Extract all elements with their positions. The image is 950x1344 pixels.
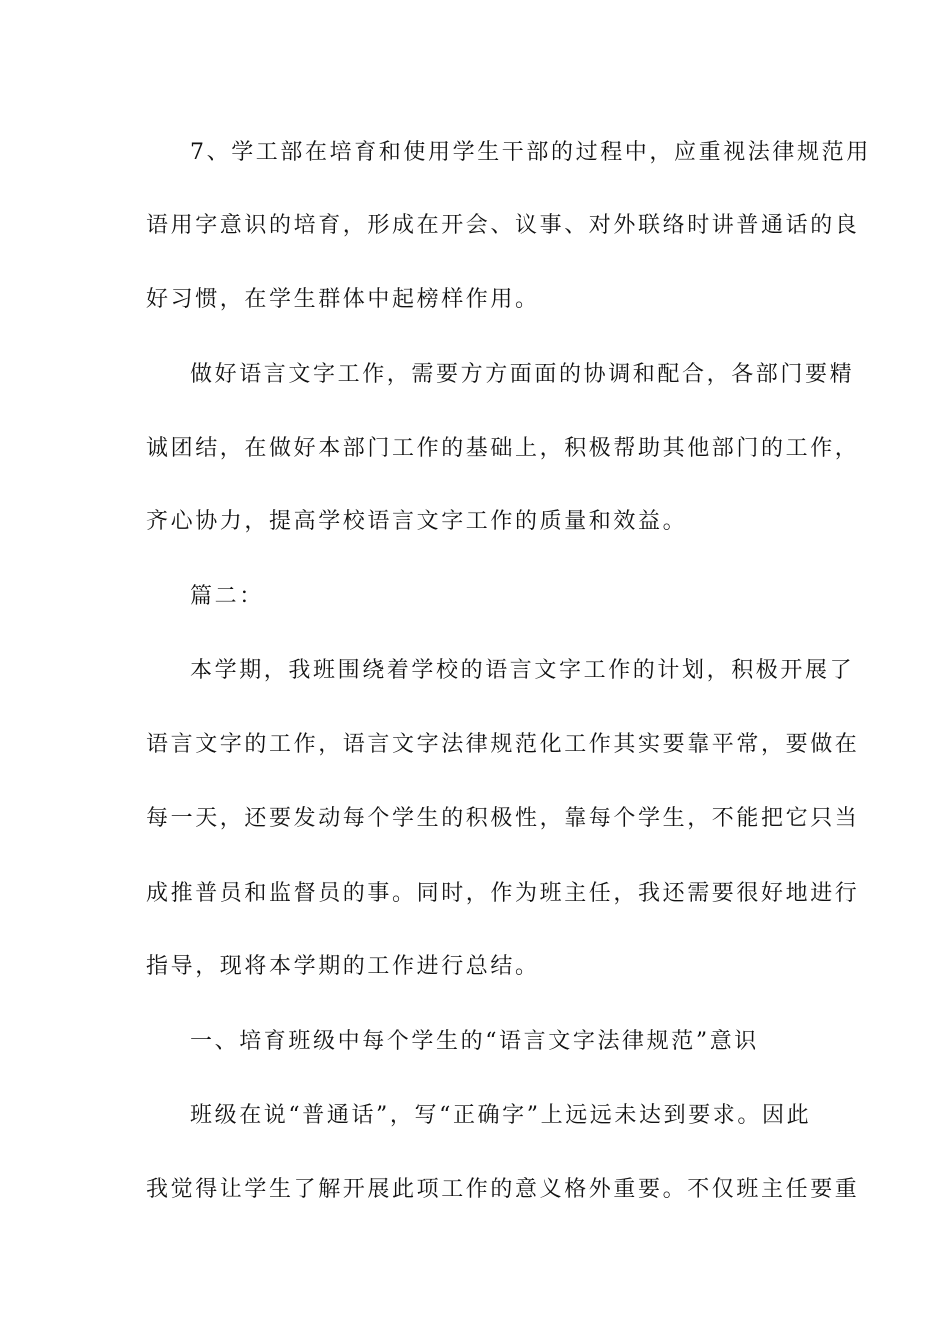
paragraph-line: 好习惯，在学生群体中起榜样作用。 [146, 287, 540, 312]
paragraph-line: 每一天，还要发动每个学生的积极性，靠每个学生，不能把它只当 [146, 806, 860, 831]
paragraph-line: 7、学工部在培育和使用学生干部的过程中，应重视法律规范用 [190, 140, 871, 165]
paragraph-line: 成推普员和监督员的事。同时，作为班主任，我还需要很好地进行 [146, 881, 860, 906]
paragraph-line: 做好语言文字工作，需要方方面面的协调和配合，各部门要精 [190, 362, 855, 387]
paragraph-line: 指导，现将本学期的工作进行总结。 [146, 954, 540, 979]
subsection-heading: 一、培育班级中每个学生的“语言文字法律规范”意识 [190, 1029, 759, 1054]
paragraph-line: 我觉得让学生了解开展此项工作的意义格外重要。不仅班主任要重 [146, 1177, 860, 1202]
paragraph-line: 语用字意识的培育，形成在开会、议事、对外联络时讲普通话的良 [146, 213, 860, 238]
paragraph-line: 语言文字的工作，语言文字法律规范化工作其实要靠平常，要做在 [146, 732, 860, 757]
paragraph-line: 本学期，我班围绕着学校的语言文字工作的计划，积极开展了 [190, 658, 855, 683]
paragraph-line: 齐心协力，提高学校语言文字工作的质量和效益。 [146, 509, 688, 534]
paragraph-line: 诚团结，在做好本部门工作的基础上，积极帮助其他部门的工作， [146, 436, 860, 461]
paragraph-line: 班级在说“普通话”，写“正确字”上远远未达到要求。因此 [190, 1103, 812, 1128]
section-heading: 篇二： [190, 584, 264, 609]
